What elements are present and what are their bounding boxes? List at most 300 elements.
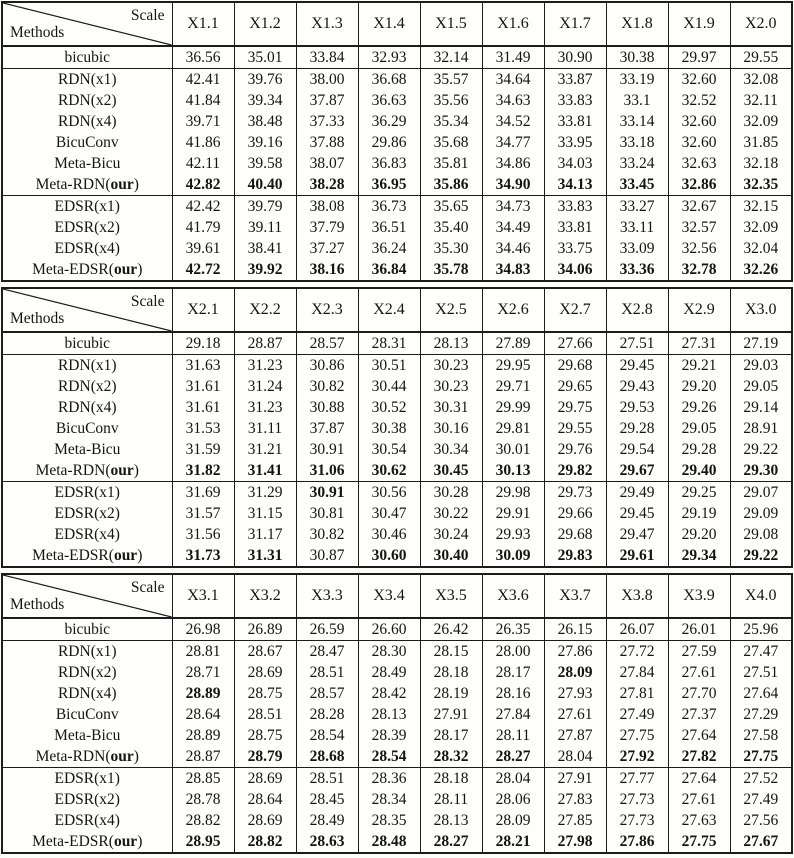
scale-column-header: X3.1	[172, 574, 234, 618]
value-cell: 31.11	[234, 418, 296, 439]
value-cell: 33.83	[544, 196, 606, 218]
value-cell: 32.35	[730, 174, 792, 196]
value-cell: 27.98	[544, 831, 606, 853]
method-label: RDN(x2)	[57, 663, 117, 681]
value-cell: 29.55	[544, 418, 606, 439]
table-row	[2, 397, 792, 418]
method-cell	[2, 789, 172, 810]
table-row	[2, 831, 792, 853]
value-cell: 38.08	[296, 196, 358, 218]
value-cell: 30.23	[420, 355, 482, 377]
method-label-emphasis: our	[113, 546, 138, 564]
method-cell	[2, 153, 172, 174]
value-cell: 27.59	[668, 641, 730, 663]
value-cell: 29.14	[730, 397, 792, 418]
value-cell: 29.40	[668, 460, 730, 482]
value-cell: 35.01	[234, 46, 296, 69]
value-cell: 28.68	[296, 746, 358, 768]
value-cell: 35.86	[420, 174, 482, 196]
value-cell: 33.87	[544, 69, 606, 91]
method-label: Meta-EDSR(	[32, 260, 114, 278]
value-cell: 27.84	[482, 704, 544, 725]
table-row	[2, 503, 792, 524]
value-cell: 35.65	[420, 196, 482, 218]
table-row	[2, 46, 792, 69]
value-cell: 32.52	[668, 90, 730, 111]
value-cell: 42.11	[172, 153, 234, 174]
value-cell: 34.06	[544, 259, 606, 281]
value-cell: 29.75	[544, 397, 606, 418]
value-cell: 36.63	[358, 90, 420, 111]
scale-column-header: X3.4	[358, 574, 420, 618]
scale-column-header: X2.3	[296, 288, 358, 332]
table-row	[2, 746, 792, 768]
scale-column-header: X3.6	[482, 574, 544, 618]
method-label: Meta-Bicu	[54, 440, 121, 458]
value-cell: 28.36	[358, 768, 420, 790]
value-cell: 27.64	[668, 768, 730, 790]
value-cell: 41.86	[172, 132, 234, 153]
value-cell: 29.20	[668, 376, 730, 397]
value-cell: 39.92	[234, 259, 296, 281]
value-cell: 28.81	[172, 641, 234, 663]
value-cell: 32.26	[730, 259, 792, 281]
value-cell: 31.61	[172, 397, 234, 418]
value-cell: 36.68	[358, 69, 420, 91]
value-cell: 35.57	[420, 69, 482, 91]
method-label: BicuConv	[55, 133, 119, 151]
value-cell: 28.27	[420, 831, 482, 853]
scale-column-header: X2.9	[668, 288, 730, 332]
value-cell: 29.47	[606, 524, 668, 545]
value-cell: 28.82	[172, 810, 234, 831]
scale-column-header: X1.8	[606, 2, 668, 46]
value-cell: 36.84	[358, 259, 420, 281]
value-cell: 27.84	[606, 662, 668, 683]
value-cell: 27.72	[606, 641, 668, 663]
value-cell: 27.89	[482, 332, 544, 355]
value-cell: 35.56	[420, 90, 482, 111]
method-label: RDN(x4)	[57, 112, 117, 130]
value-cell: 29.09	[730, 503, 792, 524]
value-cell: 26.07	[606, 618, 668, 641]
table-row	[2, 111, 792, 132]
value-cell: 29.97	[668, 46, 730, 69]
value-cell: 34.49	[482, 217, 544, 238]
value-cell: 28.63	[296, 831, 358, 853]
value-cell: 29.93	[482, 524, 544, 545]
value-cell: 29.19	[668, 503, 730, 524]
value-cell: 33.83	[544, 90, 606, 111]
value-cell: 30.45	[420, 460, 482, 482]
scale-column-header: X2.6	[482, 288, 544, 332]
value-cell: 32.60	[668, 111, 730, 132]
value-cell: 31.29	[234, 482, 296, 504]
value-cell: 29.30	[730, 460, 792, 482]
method-cell	[2, 503, 172, 524]
method-cell	[2, 69, 172, 91]
value-cell: 38.16	[296, 259, 358, 281]
table-row	[2, 418, 792, 439]
value-cell: 31.57	[172, 503, 234, 524]
methods-corner-label: Methods	[10, 309, 65, 327]
method-label: RDN(x4)	[57, 684, 117, 702]
method-cell	[2, 545, 172, 567]
method-label: EDSR(x2)	[54, 218, 120, 236]
value-cell: 32.09	[730, 217, 792, 238]
method-cell	[2, 768, 172, 790]
method-cell	[2, 332, 172, 355]
value-cell: 38.28	[296, 174, 358, 196]
value-cell: 31.23	[234, 397, 296, 418]
value-cell: 28.13	[420, 332, 482, 355]
value-cell: 34.52	[482, 111, 544, 132]
value-cell: 28.09	[482, 810, 544, 831]
method-cell	[2, 259, 172, 281]
value-cell: 26.15	[544, 618, 606, 641]
scale-column-header: X1.9	[668, 2, 730, 46]
value-cell: 29.54	[606, 439, 668, 460]
table-row	[2, 524, 792, 545]
value-cell: 29.22	[730, 439, 792, 460]
value-cell: 29.91	[482, 503, 544, 524]
table-row	[2, 217, 792, 238]
value-cell: 30.62	[358, 460, 420, 482]
method-label-suffix: )	[133, 461, 139, 479]
value-cell: 29.67	[606, 460, 668, 482]
value-cell: 30.13	[482, 460, 544, 482]
value-cell: 27.75	[730, 746, 792, 768]
value-cell: 28.57	[296, 332, 358, 355]
value-cell: 30.24	[420, 524, 482, 545]
value-cell: 31.49	[482, 46, 544, 69]
value-cell: 30.54	[358, 439, 420, 460]
value-cell: 32.11	[730, 90, 792, 111]
scale-column-header: X1.2	[234, 2, 296, 46]
table-row	[2, 545, 792, 567]
value-cell: 26.35	[482, 618, 544, 641]
value-cell: 39.16	[234, 132, 296, 153]
table-row	[2, 789, 792, 810]
method-label-suffix: )	[137, 832, 143, 850]
scale-column-header: X1.5	[420, 2, 482, 46]
value-cell: 27.77	[606, 768, 668, 790]
scale-column-header: X2.7	[544, 288, 606, 332]
scale-column-header: X3.2	[234, 574, 296, 618]
value-cell: 42.72	[172, 259, 234, 281]
table-row	[2, 132, 792, 153]
value-cell: 33.84	[296, 46, 358, 69]
value-cell: 28.82	[234, 831, 296, 853]
value-cell: 38.00	[296, 69, 358, 91]
value-cell: 35.81	[420, 153, 482, 174]
value-cell: 27.64	[730, 683, 792, 704]
method-cell	[2, 174, 172, 196]
method-label: BicuConv	[55, 705, 119, 723]
value-cell: 28.75	[234, 683, 296, 704]
value-cell: 34.64	[482, 69, 544, 91]
method-label-emphasis: our	[110, 461, 134, 479]
value-cell: 27.56	[730, 810, 792, 831]
method-cell	[2, 746, 172, 768]
table-row	[2, 69, 792, 91]
method-label: bicubic	[64, 334, 111, 352]
value-cell: 32.63	[668, 153, 730, 174]
table-row	[2, 439, 792, 460]
value-cell: 28.79	[234, 746, 296, 768]
scale-column-header: X3.5	[420, 574, 482, 618]
value-cell: 29.55	[730, 46, 792, 69]
value-cell: 34.90	[482, 174, 544, 196]
value-cell: 26.01	[668, 618, 730, 641]
value-cell: 30.16	[420, 418, 482, 439]
value-cell: 31.06	[296, 460, 358, 482]
value-cell: 35.30	[420, 238, 482, 259]
value-cell: 27.61	[668, 789, 730, 810]
value-cell: 34.77	[482, 132, 544, 153]
value-cell: 32.18	[730, 153, 792, 174]
table-row	[2, 90, 792, 111]
table-row	[2, 196, 792, 218]
value-cell: 28.39	[358, 725, 420, 746]
value-cell: 31.56	[172, 524, 234, 545]
value-cell: 32.60	[668, 132, 730, 153]
value-cell: 28.13	[358, 704, 420, 725]
header-row	[2, 574, 792, 618]
value-cell: 41.79	[172, 217, 234, 238]
method-label: RDN(x1)	[57, 356, 117, 374]
methods-corner-label: Methods	[10, 595, 65, 613]
value-cell: 34.83	[482, 259, 544, 281]
method-cell	[2, 439, 172, 460]
value-cell: 28.34	[358, 789, 420, 810]
method-label: Meta-RDN(	[35, 747, 111, 765]
method-label: Meta-Bicu	[54, 154, 121, 172]
table-row	[2, 355, 792, 377]
scale-corner-label: Scale	[130, 7, 165, 24]
method-label: Meta-RDN(	[35, 175, 111, 193]
scale-column-header: X2.8	[606, 288, 668, 332]
value-cell: 37.33	[296, 111, 358, 132]
value-cell: 33.81	[544, 111, 606, 132]
value-cell: 28.18	[420, 662, 482, 683]
value-cell: 26.42	[420, 618, 482, 641]
value-cell: 28.15	[420, 641, 482, 663]
value-cell: 28.09	[544, 662, 606, 683]
value-cell: 27.58	[730, 725, 792, 746]
value-cell: 28.11	[420, 789, 482, 810]
table-row	[2, 768, 792, 790]
value-cell: 28.64	[234, 789, 296, 810]
value-cell: 32.04	[730, 238, 792, 259]
psnr-table-scales-1x	[1, 1, 793, 282]
value-cell: 27.52	[730, 768, 792, 790]
value-cell: 30.40	[420, 545, 482, 567]
value-cell: 29.20	[668, 524, 730, 545]
method-cell	[2, 683, 172, 704]
value-cell: 34.73	[482, 196, 544, 218]
value-cell: 26.98	[172, 618, 234, 641]
scale-corner-label: Scale	[130, 293, 165, 310]
value-cell: 26.60	[358, 618, 420, 641]
method-label: bicubic	[64, 48, 111, 66]
value-cell: 27.81	[606, 683, 668, 704]
value-cell: 28.42	[358, 683, 420, 704]
value-cell: 33.36	[606, 259, 668, 281]
value-cell: 28.87	[172, 746, 234, 768]
value-cell: 30.01	[482, 439, 544, 460]
method-label: Meta-RDN(	[35, 461, 111, 479]
value-cell: 42.41	[172, 69, 234, 91]
value-cell: 34.13	[544, 174, 606, 196]
value-cell: 30.28	[420, 482, 482, 504]
value-cell: 28.54	[358, 746, 420, 768]
value-cell: 29.28	[606, 418, 668, 439]
value-cell: 28.51	[296, 662, 358, 683]
value-cell: 30.56	[358, 482, 420, 504]
value-cell: 30.44	[358, 376, 420, 397]
value-cell: 30.82	[296, 524, 358, 545]
value-cell: 28.89	[172, 725, 234, 746]
value-cell: 27.61	[544, 704, 606, 725]
table-row	[2, 641, 792, 663]
value-cell: 38.07	[296, 153, 358, 174]
method-label-suffix: )	[137, 546, 143, 564]
method-cell	[2, 217, 172, 238]
value-cell: 26.89	[234, 618, 296, 641]
psnr-table-scales-3x	[1, 573, 793, 854]
value-cell: 36.83	[358, 153, 420, 174]
scale-column-header: X2.1	[172, 288, 234, 332]
value-cell: 29.25	[668, 482, 730, 504]
value-cell: 29.81	[482, 418, 544, 439]
value-cell: 28.75	[234, 725, 296, 746]
value-cell: 35.34	[420, 111, 482, 132]
value-cell: 36.29	[358, 111, 420, 132]
scale-column-header: X3.0	[730, 288, 792, 332]
value-cell: 35.40	[420, 217, 482, 238]
value-cell: 42.42	[172, 196, 234, 218]
value-cell: 29.21	[668, 355, 730, 377]
value-cell: 34.86	[482, 153, 544, 174]
value-cell: 27.49	[730, 789, 792, 810]
value-cell: 27.87	[544, 725, 606, 746]
value-cell: 28.17	[420, 725, 482, 746]
value-cell: 32.08	[730, 69, 792, 91]
value-cell: 33.27	[606, 196, 668, 218]
value-cell: 33.14	[606, 111, 668, 132]
value-cell: 30.47	[358, 503, 420, 524]
table-row	[2, 704, 792, 725]
value-cell: 25.96	[730, 618, 792, 641]
value-cell: 28.47	[296, 641, 358, 663]
method-cell	[2, 90, 172, 111]
value-cell: 27.91	[544, 768, 606, 790]
scale-column-header: X2.2	[234, 288, 296, 332]
value-cell: 33.18	[606, 132, 668, 153]
table-row	[2, 683, 792, 704]
value-cell: 28.32	[420, 746, 482, 768]
value-cell: 27.29	[730, 704, 792, 725]
method-label-emphasis: our	[113, 832, 138, 850]
method-cell	[2, 831, 172, 853]
value-cell: 32.56	[668, 238, 730, 259]
value-cell: 39.79	[234, 196, 296, 218]
value-cell: 28.54	[296, 725, 358, 746]
value-cell: 29.26	[668, 397, 730, 418]
psnr-table-scales-2x	[1, 287, 793, 568]
value-cell: 31.41	[234, 460, 296, 482]
value-cell: 28.18	[420, 768, 482, 790]
value-cell: 29.22	[730, 545, 792, 567]
method-label: EDSR(x4)	[54, 239, 120, 257]
value-cell: 29.83	[544, 545, 606, 567]
value-cell: 28.64	[172, 704, 234, 725]
method-label: Meta-Bicu	[54, 726, 121, 744]
value-cell: 28.91	[730, 418, 792, 439]
scale-column-header: X1.4	[358, 2, 420, 46]
method-label: RDN(x2)	[57, 377, 117, 395]
method-cell	[2, 418, 172, 439]
value-cell: 27.85	[544, 810, 606, 831]
value-cell: 34.03	[544, 153, 606, 174]
value-cell: 27.75	[668, 831, 730, 853]
value-cell: 29.76	[544, 439, 606, 460]
value-cell: 27.86	[544, 641, 606, 663]
value-cell: 31.17	[234, 524, 296, 545]
value-cell: 31.24	[234, 376, 296, 397]
value-cell: 36.95	[358, 174, 420, 196]
value-cell: 28.67	[234, 641, 296, 663]
value-cell: 29.82	[544, 460, 606, 482]
value-cell: 28.69	[234, 768, 296, 790]
value-cell: 28.13	[420, 810, 482, 831]
value-cell: 30.81	[296, 503, 358, 524]
value-cell: 33.81	[544, 217, 606, 238]
value-cell: 29.65	[544, 376, 606, 397]
method-cell	[2, 482, 172, 504]
value-cell: 32.93	[358, 46, 420, 69]
method-cell	[2, 355, 172, 377]
value-cell: 31.63	[172, 355, 234, 377]
method-cell	[2, 460, 172, 482]
scale-column-header: X1.6	[482, 2, 544, 46]
method-label-emphasis: our	[113, 260, 138, 278]
value-cell: 29.49	[606, 482, 668, 504]
value-cell: 27.31	[668, 332, 730, 355]
method-label: EDSR(x1)	[54, 483, 120, 501]
method-cell	[2, 524, 172, 545]
table-row	[2, 725, 792, 746]
value-cell: 29.03	[730, 355, 792, 377]
value-cell: 35.68	[420, 132, 482, 153]
table-row	[2, 662, 792, 683]
value-cell: 37.79	[296, 217, 358, 238]
method-label: EDSR(x2)	[54, 504, 120, 522]
value-cell: 31.53	[172, 418, 234, 439]
value-cell: 37.87	[296, 418, 358, 439]
value-cell: 30.90	[544, 46, 606, 69]
scale-methods-corner-cell	[2, 288, 172, 332]
value-cell: 35.78	[420, 259, 482, 281]
value-cell: 38.41	[234, 238, 296, 259]
value-cell: 27.51	[730, 662, 792, 683]
value-cell: 28.51	[296, 768, 358, 790]
value-cell: 28.27	[482, 746, 544, 768]
value-cell: 36.51	[358, 217, 420, 238]
table-row	[2, 153, 792, 174]
method-label: RDN(x2)	[57, 91, 117, 109]
